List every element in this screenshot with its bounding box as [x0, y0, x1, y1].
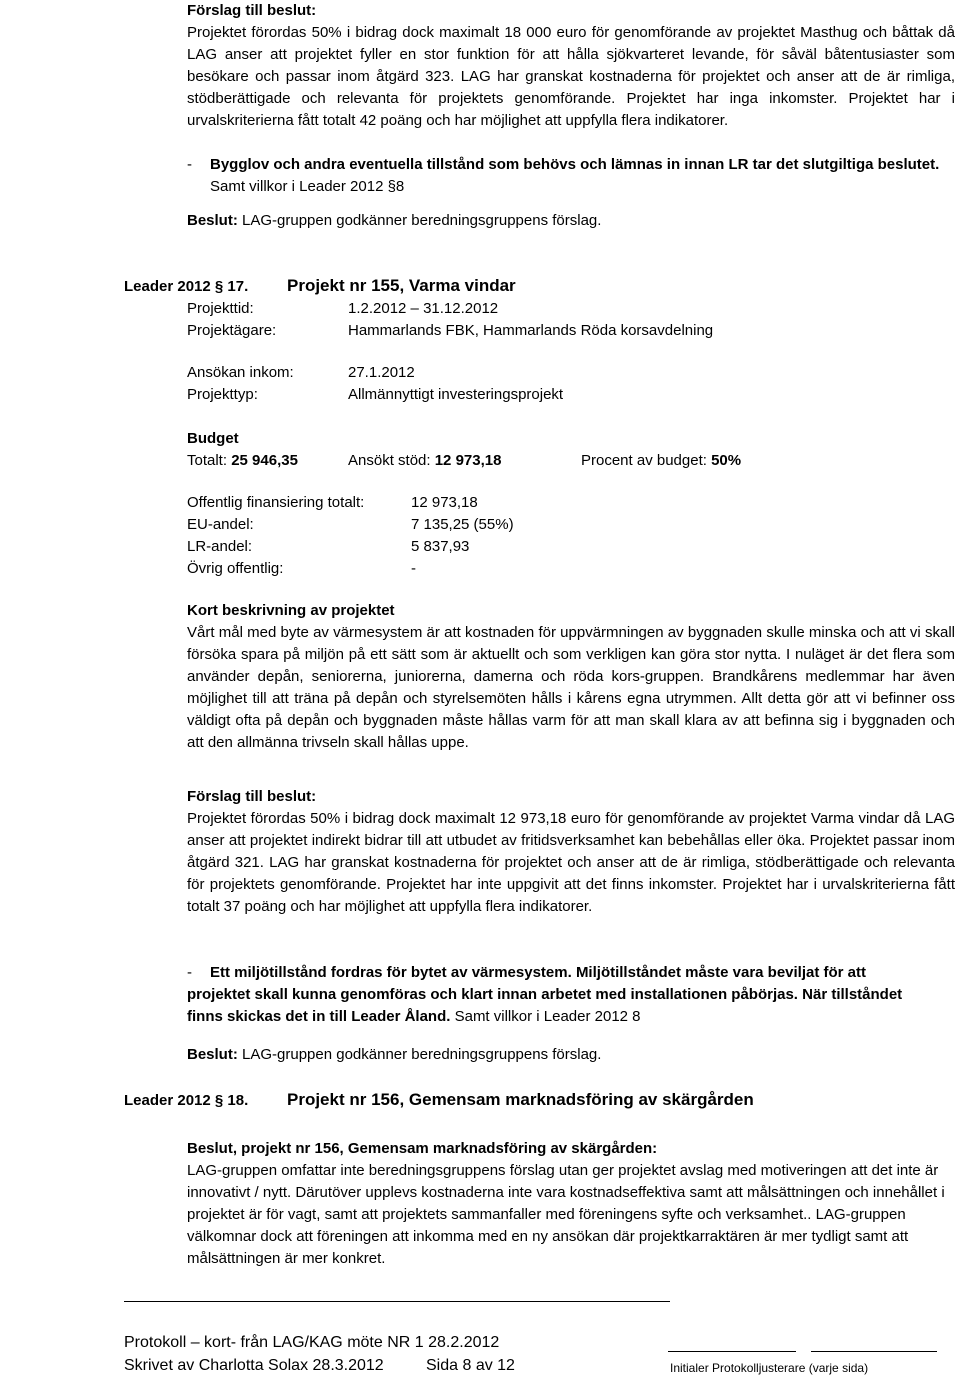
- footer-rule: [124, 1301, 670, 1302]
- procent-label: Procent av budget:: [581, 452, 707, 469]
- condition-dash-prev: -: [187, 156, 192, 173]
- field-label-projekttid: Projekttid:: [187, 300, 254, 317]
- kort-text: Vårt mål med byte av värmesystem är att kostnaden för uppvärmningen av byggnaden skulle minska och att vi skall försöka spara på miljön på ett sätt som är aktuellt och som verkligen kan göra stor nytta. I nuläget är det flera som använder depån, seniorerna, juniorerna, damerna och röda kors-gruppen. Brandkårens medlemmar har även möjlighet till att träna på depån och styrelsemöten hålls i kårens egna utrymmen. Allt detta gör att vi befinner oss väldigt ofta på depån och byggnaden måste hållas varm för att man skall klara av att befinna sig i byggnaden och att den allmänna trivseln skall hållas uppe.: [187, 624, 955, 751]
- budget-ansokt: [348, 450, 501, 472]
- beslut-heading-18: Beslut, projekt nr 156, Gemensam marknadsföring av skärgården:: [187, 1140, 658, 1157]
- ansokt-label: Ansökt stöd:: [348, 452, 431, 469]
- condition-text: Ett miljötillstånd fordras för bytet av värmesystem. Miljötillståndet måste vara beviljat för att projektet skall kunna genomföras och klart innan arbetet med installationen påbörjas. När tillståndet finns skickas det in till Leader Åland.: [187, 964, 903, 1025]
- forslag-heading: Förslag till beslut:: [187, 788, 317, 805]
- footer-protokoll: Protokoll – kort- från LAG/KAG möte NR 1 28.2.2012: [124, 1334, 500, 1351]
- forslag-text: Projektet förordas 50% i bidrag dock maximalt 12 973,18 euro för genomförande av projektet Varma vindar då LAG anser att projektet indirekt bidrar till att utbudet av fritidsverksamhet kan bebehållas eller öka. Projektet passar inom åtgärd 321. LAG har granskat kostnaderna för projektet och anser att de är rimliga, stödberättigade och relevanta för projektets genomförande. Projektet har inte uppgivit att det finns inkomster. Projektet har i urvalskriterierna fått totalt 37 poäng och har möjlighet att uppfylla flera indikatorer.: [187, 810, 955, 915]
- beslut-text-17: LAG-gruppen godkänner beredningsgruppens förslag.: [242, 1046, 602, 1063]
- financing-value-eu: 7 135,25 (55%): [411, 516, 514, 533]
- beslut: [187, 1044, 601, 1066]
- condition-text-prev: Bygglov och andra eventuella tillstånd som behövs och lämnas in innan LR tar det slutgiltiga beslutet.: [210, 156, 940, 173]
- totalt-value: 25 946,35: [231, 452, 298, 469]
- section-number-18: Leader 2012 § 18.: [124, 1092, 249, 1109]
- initial-line-2: [811, 1351, 937, 1352]
- forslag-text-prev: Projektet förordas 50% i bidrag dock maximalt 18 000 euro för genomförande av projektet Masthug och båttak då LAG anser att projektet fyller en stor funktion för att hålla sjökvarteret levande, för såväl båtentusiaster som besökare och passar inom åtgärd 323. LAG har granskat kostnaderna för projektet och anser att de är rimliga, stödberättigade och relevanta för projektets genomförande. Projektet har inga inkomster. Projektet har i urvalskriterierna fått totalt 42 poäng och har möjlighet att uppfylla flera indikatorer.: [187, 24, 955, 129]
- field-value-ansokan: 27.1.2012: [348, 364, 415, 381]
- beslut-label-17: Beslut:: [187, 1046, 238, 1063]
- financing-value-ovrig: -: [411, 560, 416, 577]
- beslut-label: Beslut:: [187, 212, 238, 229]
- condition-tail-prev: Samt villkor i Leader 2012 §8: [210, 178, 405, 195]
- forslag-heading-prev: Förslag till beslut:: [187, 2, 317, 19]
- condition-dash: -: [187, 964, 192, 981]
- totalt-label: Totalt:: [187, 452, 228, 469]
- condition-block: [187, 962, 907, 1028]
- footer-skrivet: Skrivet av Charlotta Solax 28.3.2012: [124, 1357, 384, 1374]
- field-value-projekttid: 1.2.2012 – 31.12.2012: [348, 300, 499, 317]
- section-title-17: Projekt nr 155, Varma vindar: [287, 276, 516, 295]
- beslut-text-18: LAG-gruppen omfattar inte beredningsgruppens förslag utan ger projektet avslag med motiveringen att det inte är innovativt / nytt. Därutöver upplevs kostnaderna inte vara kostnadseffektiva samt att målsättningen och innehållet i projektet är för vagt, samt att projektets sammanfaller med föreningens syfte och verksamhet.. LAG-gruppen välkomnar dock att föreningen att inkomma med en ny ansökan där projektkarraktären är mer tydligt samt att målsättningen är mer konkret.: [187, 1162, 945, 1267]
- kort-heading: Kort beskrivning av projektet: [187, 602, 395, 619]
- procent-value: 50%: [711, 452, 742, 469]
- field-value-projektagare: Hammarlands FBK, Hammarlands Röda korsavdelning: [348, 322, 714, 339]
- financing-label-lr: LR-andel:: [187, 538, 253, 555]
- budget-procent: [581, 450, 741, 472]
- financing-value-lr: 5 837,93: [411, 538, 470, 555]
- financing-value-offentlig: 12 973,18: [411, 494, 478, 511]
- financing-label-eu: EU-andel:: [187, 516, 254, 533]
- budget-totalt: [187, 450, 298, 472]
- budget-heading: Budget: [187, 430, 239, 447]
- section-number-17: Leader 2012 § 17.: [124, 278, 249, 295]
- field-label-projektagare: Projektägare:: [187, 322, 277, 339]
- section-title-18: Projekt nr 156, Gemensam marknadsföring av skärgården: [287, 1090, 754, 1109]
- field-label-ansokan: Ansökan inkom:: [187, 364, 294, 381]
- footer-sida: Sida 8 av 12: [426, 1357, 515, 1374]
- initial-line-1: [668, 1351, 796, 1352]
- financing-label-ovrig: Övrig offentlig:: [187, 560, 284, 577]
- footer-initialer: Initialer Protokolljusterare (varje sida): [670, 1361, 869, 1375]
- financing-label-offentlig: Offentlig finansiering totalt:: [187, 494, 365, 511]
- beslut-prev: [187, 210, 601, 232]
- beslut-text: LAG-gruppen godkänner beredningsgruppens förslag.: [242, 212, 602, 229]
- field-value-projekttyp: Allmännyttigt investeringsprojekt: [348, 386, 564, 403]
- field-label-projekttyp: Projekttyp:: [187, 386, 258, 403]
- condition-tail: Samt villkor i Leader 2012 8: [454, 1008, 641, 1025]
- ansokt-value: 12 973,18: [434, 452, 502, 469]
